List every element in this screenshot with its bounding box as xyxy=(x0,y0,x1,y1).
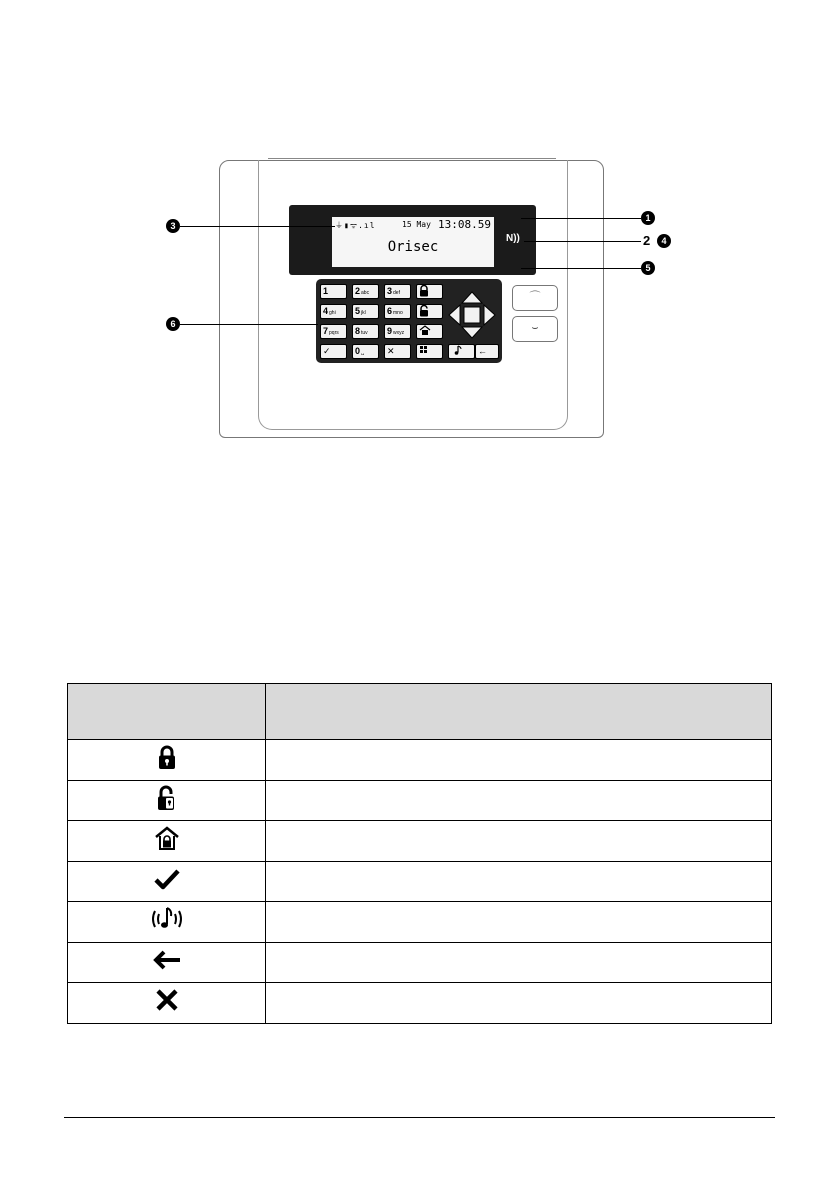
key-full-arm[interactable] xyxy=(416,284,443,299)
home-lock-icon xyxy=(154,825,180,851)
key-0[interactable]: 0␣ xyxy=(352,344,379,359)
key-3[interactable]: 3def xyxy=(384,284,411,299)
lcd-message: Orisec xyxy=(387,239,439,255)
table-cell-description xyxy=(266,821,772,862)
key-accept[interactable]: ✓ xyxy=(320,344,347,359)
table-cell-description xyxy=(266,902,772,943)
chime-icon xyxy=(451,345,463,356)
callout-line-5 xyxy=(521,268,641,269)
side-button-upper[interactable]: ⌒ xyxy=(512,285,558,311)
lock-icon xyxy=(158,745,176,770)
callout-marker-6: 6 xyxy=(166,317,180,331)
callout-line-3 xyxy=(180,226,335,227)
key-icon-table xyxy=(67,683,772,1024)
callout-marker-4: 4 xyxy=(657,234,671,248)
lcd-time: 13:08.59 xyxy=(438,218,491,231)
callout-marker-1: 1 xyxy=(641,211,655,225)
key-1[interactable]: 1 xyxy=(320,284,347,299)
table-header-row xyxy=(68,684,772,740)
key-8[interactable]: 8tuv xyxy=(352,324,379,339)
table-row xyxy=(68,861,772,902)
key-chime[interactable] xyxy=(448,344,475,359)
table-row xyxy=(68,902,772,943)
back-arrow-icon xyxy=(152,949,182,971)
lock-icon xyxy=(419,285,429,297)
table-row xyxy=(68,983,772,1024)
key-part-arm[interactable] xyxy=(416,324,443,339)
unlock-icon xyxy=(157,785,177,811)
key-6[interactable]: 6mno xyxy=(384,304,411,319)
check-icon xyxy=(154,868,180,890)
key-4[interactable]: 4ghi xyxy=(320,304,347,319)
callout-marker-3: 3 xyxy=(166,219,180,233)
cancel-icon xyxy=(155,988,179,1012)
lcd-screen xyxy=(332,217,494,267)
callout-marker-2: 2 xyxy=(643,233,651,248)
lcd-status-icons: ⏚▮ᯤ.ıl xyxy=(335,221,376,230)
key-unset[interactable] xyxy=(416,304,443,319)
callout-line-1 xyxy=(521,218,641,219)
lcd-date: 15 May xyxy=(402,220,431,229)
key-back[interactable]: ← xyxy=(475,344,499,359)
footer-divider xyxy=(64,1117,775,1118)
table-row xyxy=(68,821,772,862)
key-7[interactable]: 7pqrs xyxy=(320,324,347,339)
table-row xyxy=(68,780,772,821)
side-button-lower[interactable]: ⌣ xyxy=(512,316,558,342)
table-cell-description xyxy=(266,780,772,821)
table-cell-description xyxy=(266,942,772,983)
nfc-icon: N)) xyxy=(506,233,520,244)
table-cell-description xyxy=(266,740,772,781)
unlock-icon xyxy=(419,305,429,317)
callout-marker-5: 5 xyxy=(641,261,655,275)
key-9[interactable]: 9wxyz xyxy=(384,324,411,339)
callout-line-6 xyxy=(180,324,318,325)
home-lock-icon xyxy=(419,325,431,336)
key-5[interactable]: 5jkl xyxy=(352,304,379,319)
callout-line-2 xyxy=(524,241,641,242)
table-row xyxy=(68,942,772,983)
table-row xyxy=(68,740,772,781)
table-header-icon xyxy=(68,684,266,740)
key-menu[interactable] xyxy=(416,344,443,359)
menu-icon xyxy=(419,345,431,355)
chime-icon xyxy=(149,905,185,933)
table-header-description xyxy=(266,684,772,740)
key-2[interactable]: 2abc xyxy=(352,284,379,299)
navigation-dpad[interactable] xyxy=(446,289,498,341)
key-cancel[interactable]: ✕ xyxy=(384,344,411,359)
table-cell-description xyxy=(266,983,772,1024)
dpad-center[interactable] xyxy=(464,307,480,323)
table-cell-description xyxy=(266,861,772,902)
